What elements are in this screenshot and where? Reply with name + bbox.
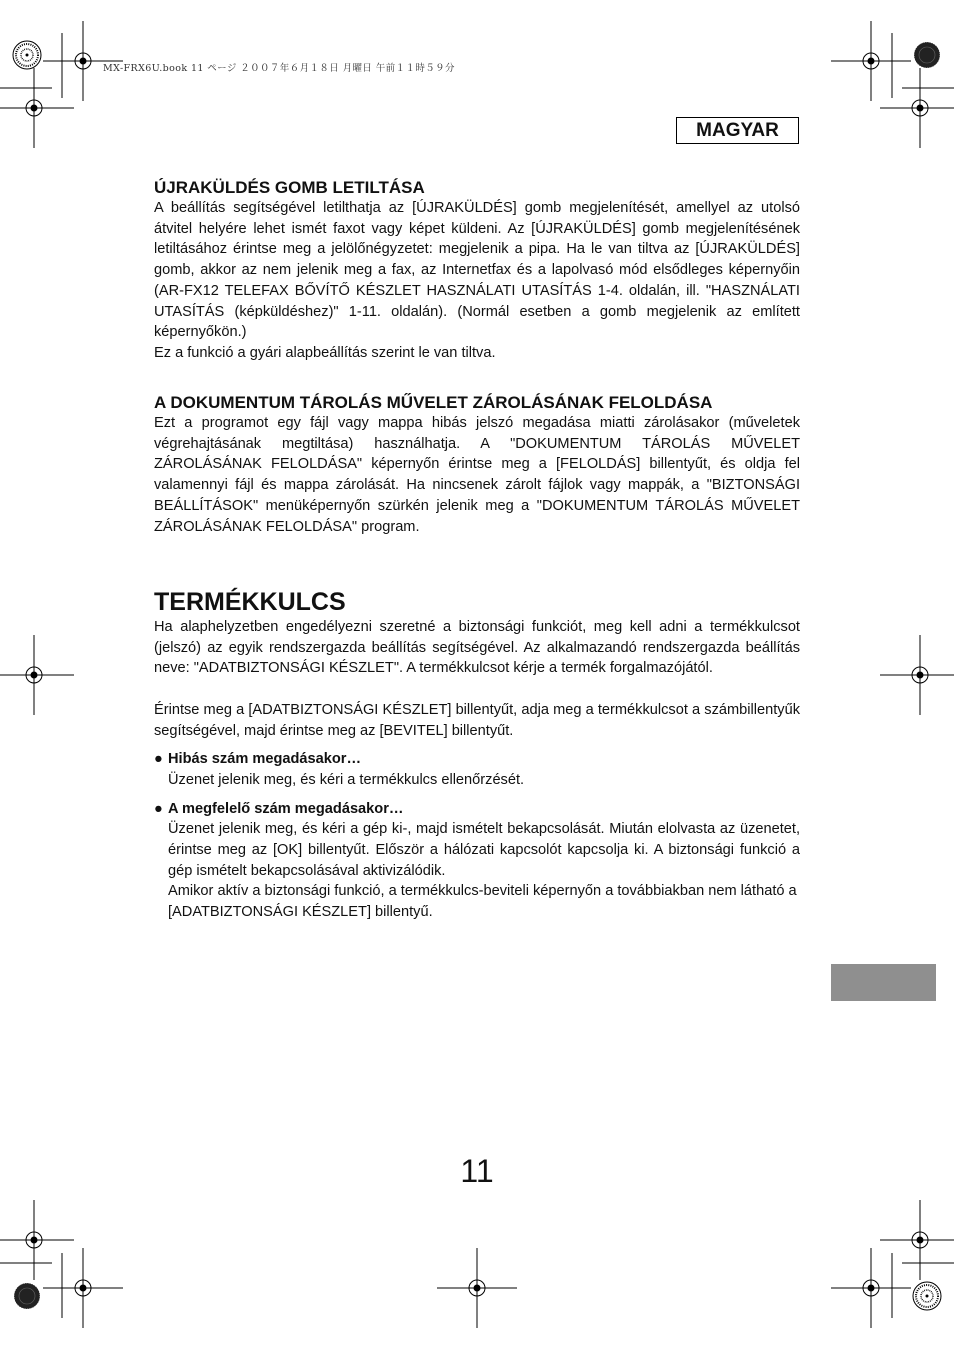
bullet-text: Üzenet jelenik meg, és kéri a termékkulcs ellenőrzését. [168, 771, 525, 788]
section-paragraph: A beállítás segítségével letilthatja az [ÚJRAKÜLDÉS] gomb megjelenítését, amellyel az utolsó átvitel helyére lehet ismét faxot vagy képet küldeni. Az [ÚJRAKÜLDÉS] gomb megjelenítésének letiltásához érintse meg a jelölőnégyzetet: megjelenik a pipa. Ha le van tiltva az [ÚJRAKÜLDÉS] gomb, akkor az nem jelenik meg a fax, az Internetfax és a lapolvasó mód elsődleges képernyőin (AR-FX12 TELEFAX BŐVÍTŐ KÉSZLET HASZNÁLATI UTASÍTÁS 1-4. oldalán, ill. "HASZNÁLATI UTASÍTÁS (képküldéshez)" 1-11. oldalán). (Normál esetben a gomb megjelenik az említett képernyőkön.) [154, 200, 800, 341]
bullet-title: A megfelelő szám megadásakor… [168, 800, 404, 817]
section-document-lock-release [154, 392, 800, 537]
section-heading: A DOKUMENTUM TÁROLÁS MŰVELET ZÁROLÁSÁNAK FELOLDÁSA [154, 393, 713, 412]
language-tab-magyar: MAGYAR [676, 117, 799, 144]
chapter-side-tab [831, 964, 936, 1001]
section-title-product-key: TERMÉKKULCS [154, 588, 346, 616]
bullet-item-wrong-number [154, 749, 800, 790]
print-header-line: MX-FRX6U.book 11 ページ ２００７年６月１８日 月曜日 午前１１時５９分 [103, 63, 455, 74]
bullet-title: Hibás szám megadásakor… [168, 751, 362, 768]
product-key-instructions: Érintse meg a [ADATBIZTONSÁGI KÉSZLET] billentyűt, adja meg a termékkulcsot a számbillentyűk segítségével, majd érintse meg az [BEVITEL] billentyűt. [154, 701, 800, 739]
section-note: Ez a funkció a gyári alapbeállítás szerint le van tiltva. [154, 344, 496, 361]
section-paragraph: Ezt a programot egy fájl vagy mappa hibás jelszó megadása miatti zárolásakor (műveletek végrehajtásának megtiltása) használhatja. A "DOKUMENTUM TÁROLÁS MŰVELET ZÁROLÁSÁNAK FELOLDÁSA" képernyőn érintse meg a [FELOLDÁS] billentyűt, és oldja fel valamennyi fájl és mappa zárolását. Ha nincsenek zárolt fájlok vagy mappák, a "BIZTONSÁGI BEÁLLÍTÁSOK" menüképernyőn szürkén jelenik meg a "DOKUMENTUM TÁROLÁS MŰVELET ZÁROLÁSÁNAK FELOLDÁSA" program. [154, 415, 800, 535]
bullet-text: Üzenet jelenik meg, és kéri a gép ki-, majd ismételt bekapcsolását. Miután elolvasta az üzenetet, érintse meg az [OK] billentyűt. Először a hálózati kapcsolót kapcsolja ki. A biztonsági funkció a gép ismételt bekapcsolásával aktivizálódik. [168, 821, 800, 879]
bullet-icon: ● [154, 800, 163, 817]
section-heading: ÚJRAKÜLDÉS GOMB LETILTÁSA [154, 178, 425, 197]
bullet-icon: ● [154, 751, 163, 768]
bullet-item-correct-number [154, 799, 800, 923]
section-product-key [154, 587, 800, 923]
section-resend-button-disable [154, 177, 800, 364]
product-key-intro: Ha alaphelyzetben engedélyezni szeretné a biztonsági funkciót, meg kell adni a termékkulcsot (jelszó) az egyik rendszergazda beállítás segítségével. Az alkalmazandó rendszergazda beállítás neve: "ADATBIZTONSÁGI KÉSZLET". A termékkulcsot kérje a termék forgalmazójától. [154, 619, 800, 677]
page-number: 11 [460, 1153, 494, 1189]
bullet-text-continued: Amikor aktív a biztonsági funkció, a termékkulcs-beviteli képernyőn a továbbiakban nem látható a [ADATBIZTONSÁGI KÉSZLET] billentyű. [168, 883, 797, 921]
